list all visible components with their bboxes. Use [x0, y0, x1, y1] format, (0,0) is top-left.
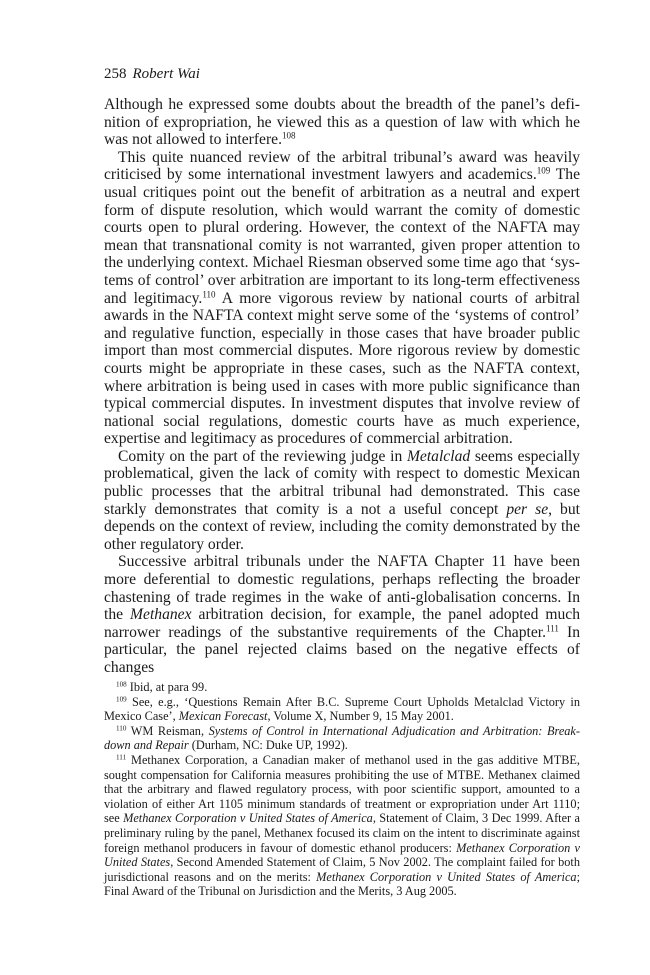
- paragraph-text: The usual critiques point out the benefit of arbitration as a neutral and expert form of dispute resolution, which would warrant the comity of domestic courts open to plural ordering. However, the context of the NAFTA may mean that transnational comity is not warranted, given proper attention to the underlying context. Michael Riesman observed some time ago that ‘systems of control’ over arbitration are important to its long-term effectiveness and legitimacy.: [104, 166, 580, 307]
- footnote-ref-109: 109: [536, 165, 551, 176]
- paragraph-text: arbitration decision, for example, the panel adopted much narrower readings of the substantive requirements of the Chapter.: [104, 606, 580, 641]
- paragraph-text: seems especially problematical, given the lack of comity with respect to domestic Mexican public processes that the arbitral tribunal had demonstrated. This case starkly demonstrates that comity is a not a useful concept: [104, 447, 580, 518]
- running-head-author: Robert Wai: [132, 66, 200, 82]
- paragraph-text: Comity on the part of the reviewing judge in: [118, 447, 407, 465]
- footnote-ref-111: 111: [546, 623, 559, 634]
- footnote-number: 110: [116, 724, 127, 733]
- case-name-italic: Methanex Corporation v United States of America: [123, 811, 373, 826]
- paragraph-text: In particular, the panel rejected claims based on the negative effects of changes: [104, 623, 581, 676]
- footnote-text: ; Final Award of the Tribunal on Jurisdiction and the Merits, 3 Aug 2005.: [104, 869, 580, 899]
- footnote-109: [104, 695, 580, 724]
- footnote-ref-108: 108: [281, 130, 296, 141]
- footnote-number: 108: [116, 680, 127, 689]
- latin-phrase-italic: per se: [506, 500, 549, 518]
- paragraph-text: Successive arbitral tribunals under the NAFTA Chapter 11 have been more deferential to domestic regulations, perhaps reflecting the broader chastening of trade regimes in the wake of anti-globalisation concerns. In the: [104, 553, 580, 624]
- paragraph-1: [104, 96, 580, 149]
- paragraph-text: A more vigorous review by national courts of arbitral awards in the NAFTA context might serve some of the ‘systems of control’ and regulative function, especially in those cases that have broader public import than most commercial disputes. More rigorous review by domestic courts might be appropriate in these cases, such as the NAFTA context, where arbitration is being used in cases with more public significance than typical commercial disputes. In investment disputes that involve review of national social regulations, domestic courts have as much experience, expertise and legitimacy as procedures of commercial arbitration.: [104, 289, 580, 448]
- running-head: [104, 64, 200, 84]
- paragraph-3: [104, 448, 580, 554]
- body-text: [104, 96, 580, 677]
- case-name-italic: Metalclad: [406, 447, 471, 465]
- publication-title-italic: Mexican Forecast: [178, 709, 268, 724]
- footnote-111: [104, 753, 580, 899]
- footnote-text: (Durham, NC: Duke UP, 1992).: [188, 738, 348, 753]
- footnote-text: , Second Amended Statement of Claim, 5 Nov 2002. The complaint failed for both jurisdictional reasons and on the merits:: [104, 855, 580, 884]
- footnote-text: WM Reisman,: [126, 723, 209, 738]
- footnotes: [104, 680, 580, 899]
- case-name-italic: Methanex Corporation v United States of America: [316, 869, 577, 884]
- paragraph-text: This quite nuanced review of the arbitral tribunal’s award was heavily criticised by some international investment lawyers and academics.: [104, 148, 580, 184]
- paragraph-2: [104, 149, 580, 448]
- footnote-ref-110: 110: [202, 289, 216, 300]
- footnote-text: See, e.g., ‘Questions Remain After B.C. Supreme Court Upholds Metalclad Victory in Mexico Case’,: [104, 694, 580, 724]
- page-number: 258: [104, 66, 127, 82]
- footnote-number: 111: [116, 753, 127, 762]
- footnote-text: , Volume X, Number 9, 15 May 2001.: [267, 709, 454, 724]
- case-name-italic: Methanex Corporation v United States: [104, 840, 580, 870]
- footnote-110: [104, 724, 580, 753]
- footnote-text: , Statement of Claim, 3 Dec 1999. After a preliminary ruling by the panel, Methanex focused its claim on the intent to discriminate against foreign methanol producers in favour of domestic ethanol producers:: [104, 811, 580, 855]
- paragraph-text: Although he expressed some doubts about the breadth of the panel’s definition of expropriation, he viewed this as a question of law with which he was not allowed to interfere.: [104, 96, 580, 149]
- case-name-italic: Methanex: [130, 606, 192, 624]
- paragraph-text: , but depends on the context of review, including the comity demonstrated by the other regulatory order.: [104, 500, 580, 553]
- paragraph-4: [104, 553, 580, 676]
- footnote-108: [104, 680, 580, 695]
- book-title-italic: Systems of Control in International Adjudication and Arbitration: Breakdown and Repair: [104, 723, 580, 753]
- footnote-number: 109: [116, 695, 127, 704]
- footnote-text: Ibid, at para 99.: [126, 680, 208, 694]
- footnote-text: Methanex Corporation, a Canadian maker of methanol used in the gas additive MTBE, sought compensation for California measures prohibiting the use of MTBE. Methanex claimed that the arbitrary and flawed regulatory process, with poor scientific support, amounted to a violation of either Art 1105 minimum standards of treatment or expropriation under Art 1110; see: [104, 752, 580, 826]
